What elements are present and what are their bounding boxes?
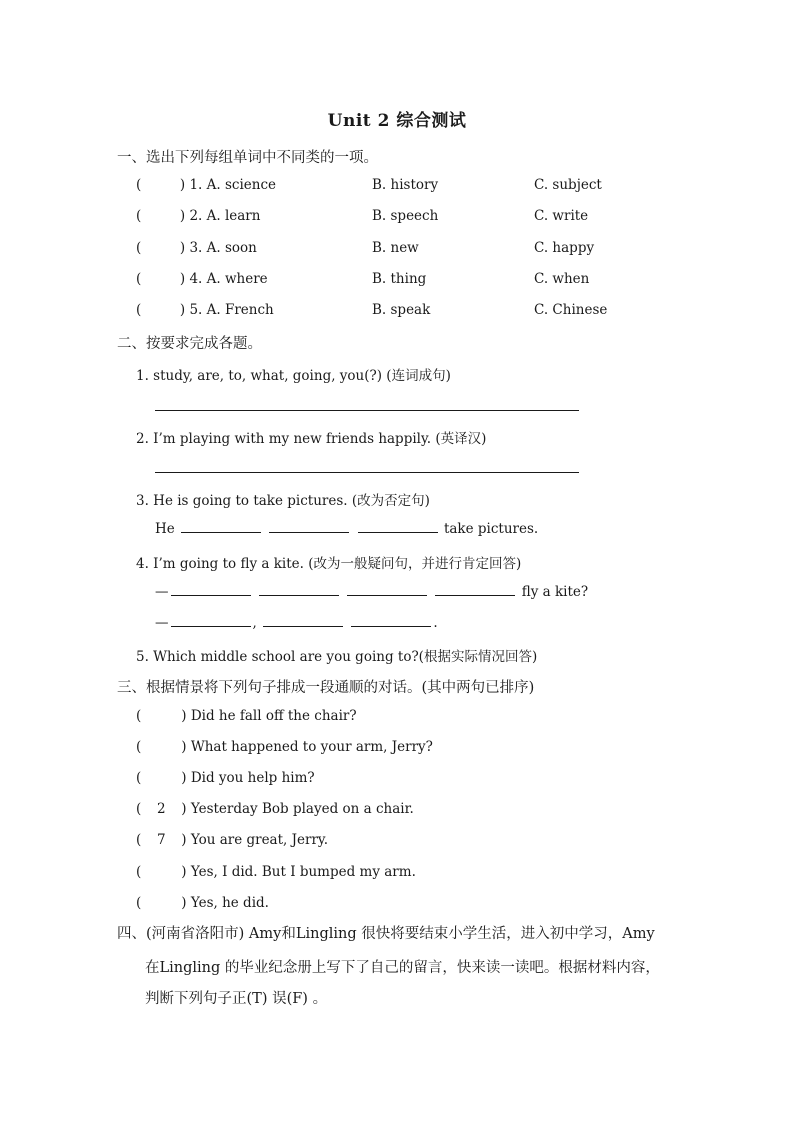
s2-q4-end: fly a kite? xyxy=(521,584,589,600)
s1-item-option-c: C. when xyxy=(534,271,590,287)
s3-item-3: ( ) Did you help him? xyxy=(136,770,315,786)
answer-blank[interactable] xyxy=(171,583,251,596)
answer-blank[interactable] xyxy=(263,614,343,627)
s1-item-option-b: B. speak xyxy=(372,302,431,318)
s2-question-3: 3. He is going to take pictures. (改为否定句) xyxy=(136,493,430,509)
section-4-instructions-line-2: 在Lingling 的毕业纪念册上写下了自己的留言，快来读一读吧。根据材料内容， xyxy=(145,960,660,976)
s3-item-5: ( 7 ) You are great, Jerry. xyxy=(136,832,329,848)
answer-blank[interactable] xyxy=(347,583,427,596)
answer-blank[interactable] xyxy=(351,614,431,627)
s3-item-1: ( ) Did he fall off the chair? xyxy=(136,708,357,724)
s2-q1-answer-line[interactable] xyxy=(155,410,579,411)
s2-q3-start: He xyxy=(155,521,175,537)
s3-sentence: ) What happened to your arm, Jerry? xyxy=(181,739,433,755)
section-4-instructions-line-3: 判断下列句子正(T) 误(F) 。 xyxy=(145,991,328,1007)
s1-item-option-c: C. write xyxy=(534,208,589,224)
s2-question-5: 5. Which middle school are you going to?(根据实际情况回答) xyxy=(136,649,538,665)
s1-item-option-c: C. Chinese xyxy=(534,302,608,318)
answer-blank[interactable] xyxy=(269,520,349,533)
section-3-heading: 三、根据情景将下列句子排成一段通顺的对话。(其中两句已排序) xyxy=(117,680,535,696)
s2-q3-end: take pictures. xyxy=(443,521,539,537)
s1-item-option-a: ( ) 4. A. where xyxy=(136,271,268,287)
s2-q2-answer-line[interactable] xyxy=(155,472,579,473)
s3-item-6: ( ) Yes, I did. But I bumped my arm. xyxy=(136,864,416,880)
s3-item-7: ( ) Yes, he did. xyxy=(136,895,269,911)
s2-q4b-period: . xyxy=(433,615,438,631)
s2-question-2: 2. I’m playing with my new friends happily. (英译汉) xyxy=(136,431,487,447)
s1-item-option-b: B. new xyxy=(372,240,419,256)
s2-q4-dash: — xyxy=(155,584,169,600)
s1-item-option-c: C. happy xyxy=(534,240,595,256)
s2-q4b-comma: , xyxy=(252,615,257,631)
s1-item-option-b: B. speech xyxy=(372,208,439,224)
s3-sentence: ) Did he fall off the chair? xyxy=(181,708,357,724)
s2-q4-reply xyxy=(155,614,438,631)
answer-blank[interactable] xyxy=(435,583,515,596)
s2-q4-question-answer xyxy=(155,583,588,600)
s3-sentence: ) Yes, he did. xyxy=(181,895,269,911)
s1-item-option-a: ( ) 1. A. science xyxy=(136,177,276,193)
s2-question-1: 1. study, are, to, what, going, you(?) (连词成句) xyxy=(136,368,451,384)
answer-blank[interactable] xyxy=(259,583,339,596)
s1-item-option-b: B. history xyxy=(372,177,439,193)
s3-sentence: ) You are great, Jerry. xyxy=(181,832,329,848)
s3-sentence: ) Did you help him? xyxy=(181,770,315,786)
s3-sentence: ) Yesterday Bob played on a chair. xyxy=(181,801,414,817)
s3-sentence: ) Yes, I did. But I bumped my arm. xyxy=(181,864,416,880)
answer-blank[interactable] xyxy=(171,614,251,627)
s2-question-4: 4. I’m going to fly a kite. (改为一般疑问句，并进行肯定回答) xyxy=(136,556,522,572)
section-4-heading: 四、(河南省洛阳市) Amy和Lingling 很快将要结束小学生活，进入初中学习，Amy xyxy=(117,926,655,942)
s1-item-option-a: ( ) 3. A. soon xyxy=(136,240,257,256)
s3-item-2: ( ) What happened to your arm, Jerry? xyxy=(136,739,433,755)
section-2-heading: 二、按要求完成各题。 xyxy=(117,336,262,352)
page-title: Unit 2 综合测试 xyxy=(327,111,467,131)
s3-answer-box[interactable]: 7 xyxy=(156,832,166,848)
s2-q3-answer xyxy=(155,520,538,537)
answer-blank[interactable] xyxy=(358,520,438,533)
section-1-heading: 一、选出下列每组单词中不同类的一项。 xyxy=(117,150,378,166)
s2-q4b-dash: — xyxy=(155,615,169,631)
answer-blank[interactable] xyxy=(181,520,261,533)
s1-item-option-a: ( ) 5. A. French xyxy=(136,302,274,318)
s1-item-option-b: B. thing xyxy=(372,271,427,287)
s3-answer-box[interactable]: 2 xyxy=(156,801,166,817)
s3-item-4: ( 2 ) Yesterday Bob played on a chair. xyxy=(136,801,414,817)
s1-item-option-c: C. subject xyxy=(534,177,602,193)
s1-item-option-a: ( ) 2. A. learn xyxy=(136,208,261,224)
